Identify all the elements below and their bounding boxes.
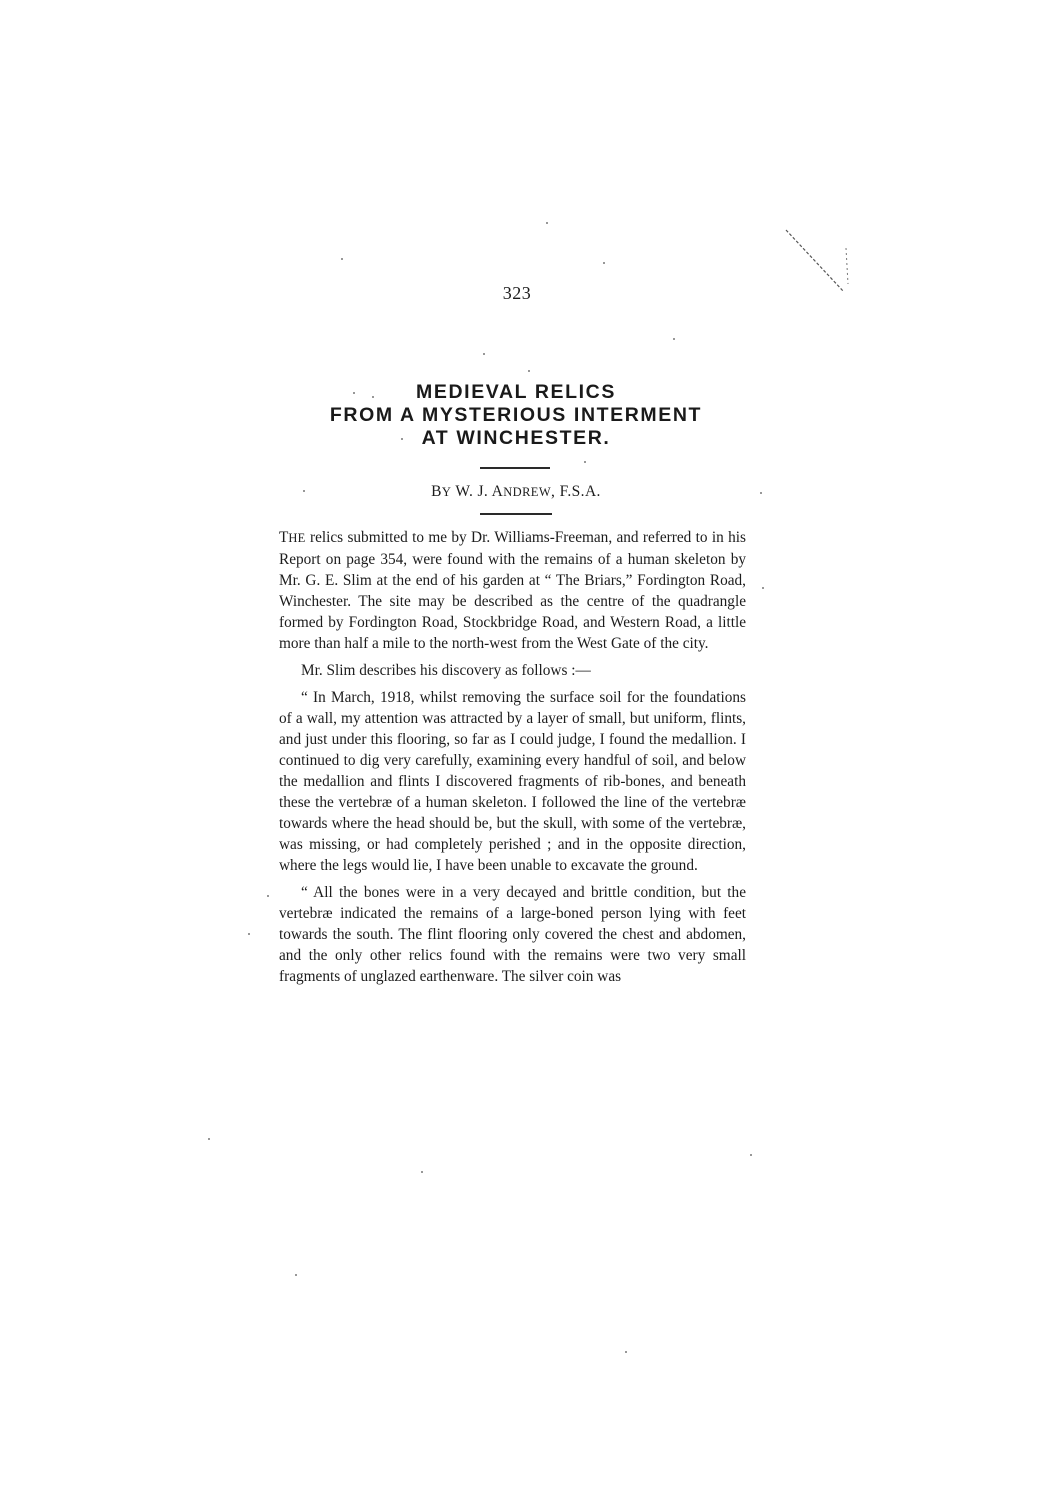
scan-speck: [267, 895, 269, 897]
scan-speck: [625, 1351, 627, 1353]
title-divider-top: [480, 467, 550, 469]
scan-speck: [401, 438, 403, 440]
scan-speck: [353, 392, 355, 394]
page-number: 323: [502, 283, 532, 303]
scan-speck: [584, 461, 586, 463]
lead-letter: T: [279, 529, 289, 546]
scan-speck: [603, 262, 605, 264]
title-line-3: AT WINCHESTER.: [421, 427, 611, 449]
scan-speck: [372, 396, 374, 398]
paragraph-4: “ All the bones were in a very decayed and brittle condition, but the vertebræ indicated the remains of a large-boned person lying with feet towards the south. The flint flooring only covered the chest and abdomen, and the only other relics found with the remains were two very small fragments of unglazed earthenware. The silver coin was: [279, 884, 746, 985]
paragraph-1: [279, 527, 746, 654]
paragraph-1-text: relics submitted to me by Dr. Williams-Freeman, and referred to in his Report on page 354, were found with the remains of a human skeleton by Mr. G. E. Slim at the end of his garden at “ The Briars,” Fordington Road, Winchester. The site may be described as the centre of the quadrangle formed by Fordington Road, Stockbridge Road, and Western Road, a little more than half a mile to the north-west from the West Gate of the city.: [279, 529, 746, 652]
scan-speck: [760, 492, 762, 494]
scan-speck: [421, 1171, 423, 1173]
scan-speck: [295, 1274, 297, 1276]
byline-name-start: W. J. A: [451, 483, 504, 500]
byline-prefix: B: [431, 483, 442, 500]
scan-speck: [546, 222, 548, 224]
scan-speck: [303, 490, 305, 492]
paragraph-2: Mr. Slim describes his discovery as follows :—: [301, 662, 591, 679]
scan-speck: [248, 933, 250, 935]
title-divider-bottom: [480, 513, 552, 515]
article-body: [279, 527, 746, 987]
scan-speck: [483, 353, 485, 355]
scan-corner-mark: [784, 228, 864, 308]
byline: [300, 483, 732, 501]
scan-speck: [528, 370, 530, 372]
title-line-2: FROM A MYSTERIOUS INTERMENT: [329, 404, 703, 426]
article-title: [300, 381, 732, 450]
scan-speck: [341, 258, 343, 260]
scan-speck: [750, 1154, 752, 1156]
paragraph-3: “ In March, 1918, whilst removing the surface soil for the foundations of a wall, my attention was attracted by a layer of small, but uniform, flints, and just under this flooring, so far as I could judge, I found the medallion. I continued to dig very carefully, examining every handful of soil, and below the medallion and flints I discovered fragments of rib-bones, and beneath these the vertebræ of a human skeleton. I followed the line of the vertebræ towards where the head should be, but the skull, with some of the vertebræ, was missing, or had completely perished ; and in the opposite direction, where the legs would lie, I have been unable to excavate the ground.: [279, 689, 746, 874]
scan-speck: [762, 587, 764, 589]
scan-speck: [208, 1138, 210, 1140]
byline-credentials: , F.S.A.: [551, 483, 601, 500]
title-line-1: MEDIEVAL RELICS: [416, 381, 616, 403]
scan-speck: [673, 338, 675, 340]
lead-smallcaps: HE: [288, 531, 306, 545]
byline-name-smallcaps: NDREW: [503, 485, 552, 499]
byline-prefix-smallcaps: Y: [441, 485, 452, 499]
